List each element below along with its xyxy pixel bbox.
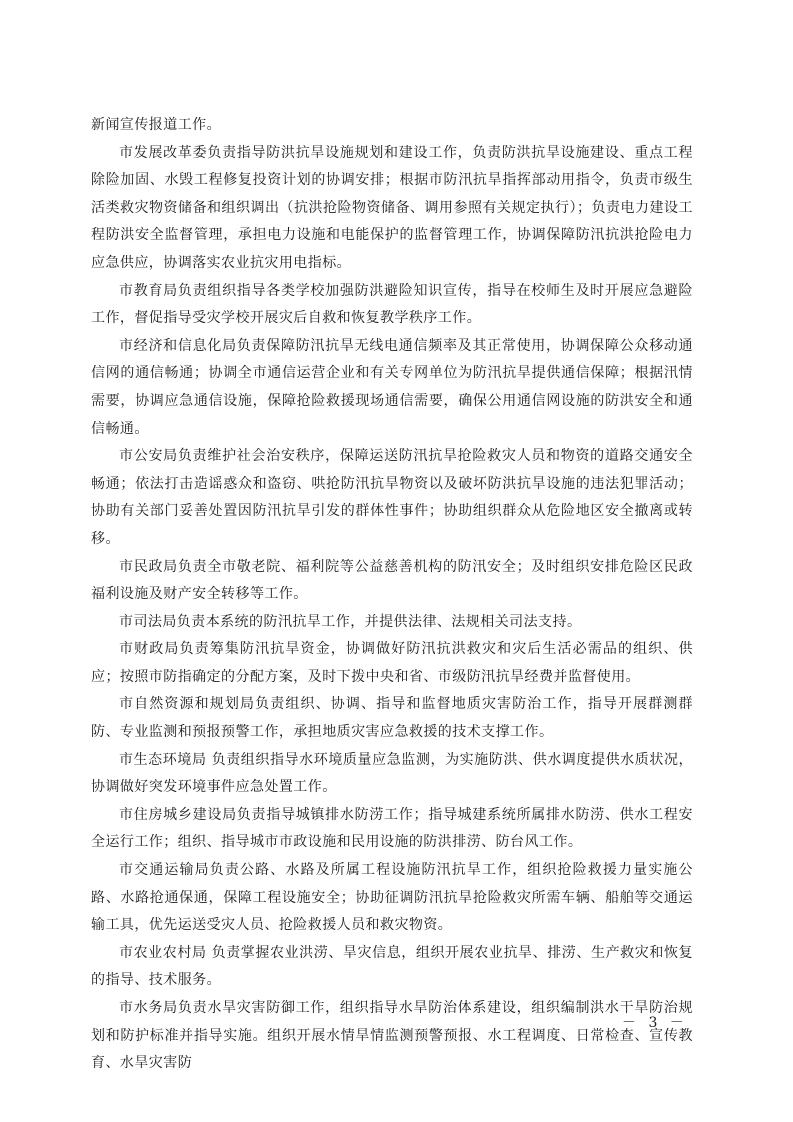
document-body [91, 112, 693, 1078]
paragraph-agriculture: 市农业农村局 负责掌握农业洪涝、旱灾信息，组织开展农业抗旱、排涝、生产救灾和恢复的指导、技术服务。 [91, 944, 693, 989]
paragraph-ecology-environment: 市生态环境局 负责组织指导水环境质量应急监测，为实施防洪、供水调度提供水质状况，协调做好突发环境事件应急处置工作。 [91, 751, 693, 796]
paragraph-finance: 市财政局负责筹集防汛抗旱资金，协调做好防汛抗洪救灾和灾后生活必需品的组织、供应；按照市防指确定的分配方案，及时下拨中央和省、市级防汛抗旱经费并监督使用。 [91, 641, 693, 685]
page-number: － 3 － [622, 1015, 688, 1031]
paragraph-development-reform: 市发展改革委负责指导防洪抗旱设施规划和建设工作，负责防洪抗旱设施建设、重点工程除险加固、水毁工程修复投资计划的协调安排；根据市防汛抗旱指挥部动用指令，负责市级生活类救灾物资储备和组织调出（抗洪抢险物资储备、调用参照有关规定执行）；负责电力建设工程防洪安全监督管理，承担电力设施和电能保护的监督管理工作，协调保障防汛抗洪抢险电力应急供应，协调落实农业抗灾用电指标。 [91, 144, 693, 271]
paragraph-justice: 市司法局负责本系统的防汛抗旱工作，并提供法律、法规相关司法支持。 [119, 613, 582, 630]
paragraph-continuation: 新闻宣传报道工作。 [91, 117, 222, 133]
paragraph-housing-construction: 市住房城乡建设局负责指导城镇排水防涝工作；指导城建系统所属排水防涝、供水工程安全运行工作；组织、指导城市市政设施和民用设施的防洪排涝、防台风工作。 [91, 806, 693, 851]
paragraph-civil-affairs: 市民政局负责全市敬老院、福利院等公益慈善机构的防汛安全；及时组织安排危险区民政福利设施及财产安全转移等工作。 [91, 558, 693, 603]
paragraph-public-security: 市公安局负责维护社会治安秩序，保障运送防汛抗旱抢险救灾人员和物资的道路交通安全畅通；依法打击造谣惑众和盗窃、哄抢防汛抗旱物资以及破坏防洪抗旱设施的违法犯罪活动；协助有关部门妥善处置因防汛抗旱引发的群体性事件；协助组织群众从危险地区安全撤离或转移。 [91, 448, 693, 547]
paragraph-economy-it: 市经济和信息化局负责保障防汛抗旱无线电通信频率及其正常使用，协调保障公众移动通信网的通信畅通；协调全市通信运营企业和有关专网单位为防汛抗旱提供通信保障；根据汛情需要，协调应急通信设施，保障抢险救援现场通信需要，确保公用通信网设施的防洪安全和通信畅通。 [91, 337, 693, 437]
paragraph-transport: 市交通运输局负责公路、水路及所属工程设施防汛抗旱工作，组织抢险救援力量实施公路、水路抢通保通，保障工程设施安全；协助征调防汛抗旱抢险救灾所需车辆、船舶等交通运输工具，优先运送受灾人员、抢险救援人员和救灾物资。 [91, 862, 693, 934]
paragraph-natural-resources: 市自然资源和规划局负责组织、协调、指导和监督地质灾害防治工作，指导开展群测群防、专业监测和预报预警工作，承担地质灾害应急救援的技术支撑工作。 [91, 696, 693, 741]
paragraph-water-affairs: 市水务局负责水旱灾害防御工作，组织指导水旱防治体系建设，组织编制洪水干旱防治规划和防护标准并指导实施。组织开展水情旱情监测预警预报、水工程调度、日常检查、宣传教育、水旱灾害防 [91, 1000, 693, 1072]
paragraph-education: 市教育局负责组织指导各类学校加强防洪避险知识宣传，指导在校师生及时开展应急避险工作，督促指导受灾学校开展灾后自救和恢复教学秩序工作。 [91, 282, 693, 327]
